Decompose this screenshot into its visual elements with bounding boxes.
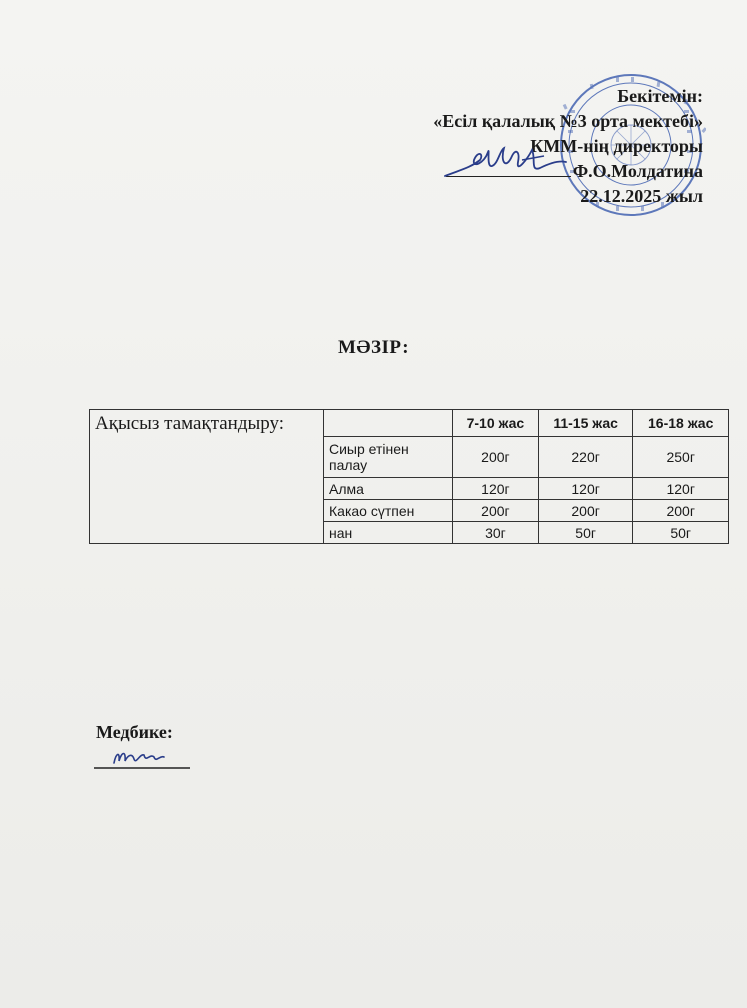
food-item: Какао сүтпен [324, 500, 453, 522]
menu-table [89, 409, 729, 544]
portion-value: 200г [538, 500, 633, 522]
portion-value: 50г [633, 522, 729, 544]
age-group-header: 11-15 жас [538, 410, 633, 437]
school-name: «Есіл қалалық №3 орта мектебі» [433, 111, 703, 131]
portion-value: 250г [633, 437, 729, 478]
approval-heading: Бекітемін: [617, 86, 703, 106]
portion-value: 200г [633, 500, 729, 522]
portion-value: 50г [538, 522, 633, 544]
food-item: Сиыр етінен палау [324, 437, 453, 478]
director-name: Ф.О.Молдатина [572, 161, 703, 181]
portion-value: 220г [538, 437, 633, 478]
empty-header-cell [324, 410, 453, 437]
menu-title: МӘЗІР: [337, 337, 410, 358]
category-cell: Ақысыз тамақтандыру: [90, 410, 324, 544]
portion-value: 30г [453, 522, 539, 544]
nurse-label: Медбике: [96, 722, 173, 742]
director-signature [440, 138, 570, 188]
nurse-signature [92, 745, 192, 771]
portion-value: 200г [453, 500, 539, 522]
approval-date: 22.12.2025 жыл [580, 186, 703, 206]
portion-value: 120г [633, 478, 729, 500]
director-position: КММ-нің директоры [530, 136, 703, 156]
food-item: Алма [324, 478, 453, 500]
portion-value: 120г [538, 478, 633, 500]
table-header-row [90, 410, 729, 437]
age-group-header: 16-18 жас [633, 410, 729, 437]
portion-value: 120г [453, 478, 539, 500]
food-item: нан [324, 522, 453, 544]
portion-value: 200г [453, 437, 539, 478]
age-group-header: 7-10 жас [453, 410, 539, 437]
